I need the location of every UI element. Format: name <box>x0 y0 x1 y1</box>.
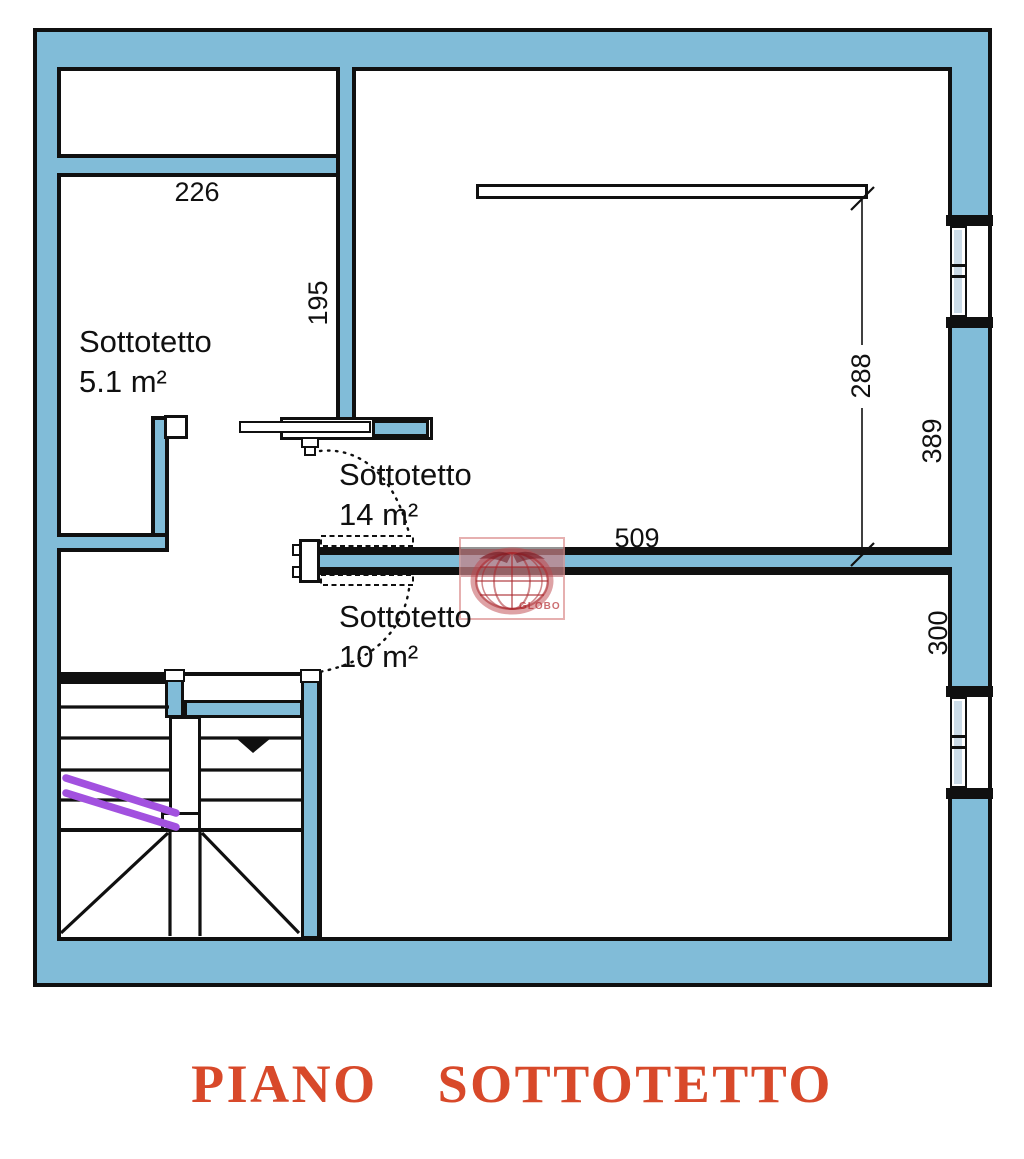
watermark-logo <box>459 537 565 620</box>
stair-jamb-entry <box>164 669 185 682</box>
room-name: Sottotetto <box>339 599 472 634</box>
wall-divider-vertical <box>336 67 356 421</box>
room-name: Sottotetto <box>79 324 212 359</box>
dim-label-509: 509 <box>614 522 660 553</box>
door-jamb-nub-top <box>292 544 301 556</box>
window-upper-cap-top <box>946 215 993 226</box>
room-area: 14 m² <box>339 497 419 532</box>
window-lower-outer-line <box>988 690 992 792</box>
room-area: 10 m² <box>339 639 419 674</box>
window-lower-cap-bottom <box>946 788 993 799</box>
room-label-sottotetto-5 <box>79 322 212 402</box>
window-upper-mullion-2 <box>950 275 967 278</box>
dim-label-389: 389 <box>916 418 947 464</box>
window-lower-glass <box>954 701 962 784</box>
window-upper-mullion-1 <box>950 264 967 267</box>
door-jamb-left <box>164 415 188 439</box>
room-label-sottotetto-10 <box>339 597 472 677</box>
window-upper-outer-line <box>988 219 992 321</box>
door-jamb-nub-bottom <box>292 566 301 578</box>
window-lower-cap-top <box>946 686 993 697</box>
wall-L-horizontal <box>57 533 169 552</box>
wall-stair-top-right <box>184 700 303 718</box>
dim-label-195: 195 <box>302 280 333 326</box>
sliding-door-pocket <box>372 420 429 437</box>
stair-jamb-right-wall <box>300 669 321 683</box>
room-name: Sottotetto <box>339 457 472 492</box>
wall-niche-separator <box>57 154 340 177</box>
wall-stair-right <box>301 674 320 939</box>
dim-label-300: 300 <box>922 610 953 656</box>
door-jamb-under-track-2 <box>304 446 316 456</box>
window-upper-cap-bottom <box>946 317 993 328</box>
watermark-text: GLOBO <box>519 601 561 612</box>
dim-label-288: 288 <box>845 353 876 399</box>
roof-beam <box>476 184 868 199</box>
room-label-sottotetto-14 <box>339 455 472 535</box>
window-lower-mullion-1 <box>950 735 967 738</box>
stair-divider-cap <box>161 812 201 832</box>
window-upper-glass <box>954 230 962 313</box>
plan-title: PIANO SOTTOTETTO <box>191 1054 833 1114</box>
room-area: 5.1 m² <box>79 364 167 399</box>
window-lower-mullion-2 <box>950 746 967 749</box>
sliding-door-panel <box>239 421 371 433</box>
dim-label-226: 226 <box>174 176 220 207</box>
door-jamb-partition <box>299 539 320 583</box>
wall-stair-top-left <box>57 672 167 684</box>
